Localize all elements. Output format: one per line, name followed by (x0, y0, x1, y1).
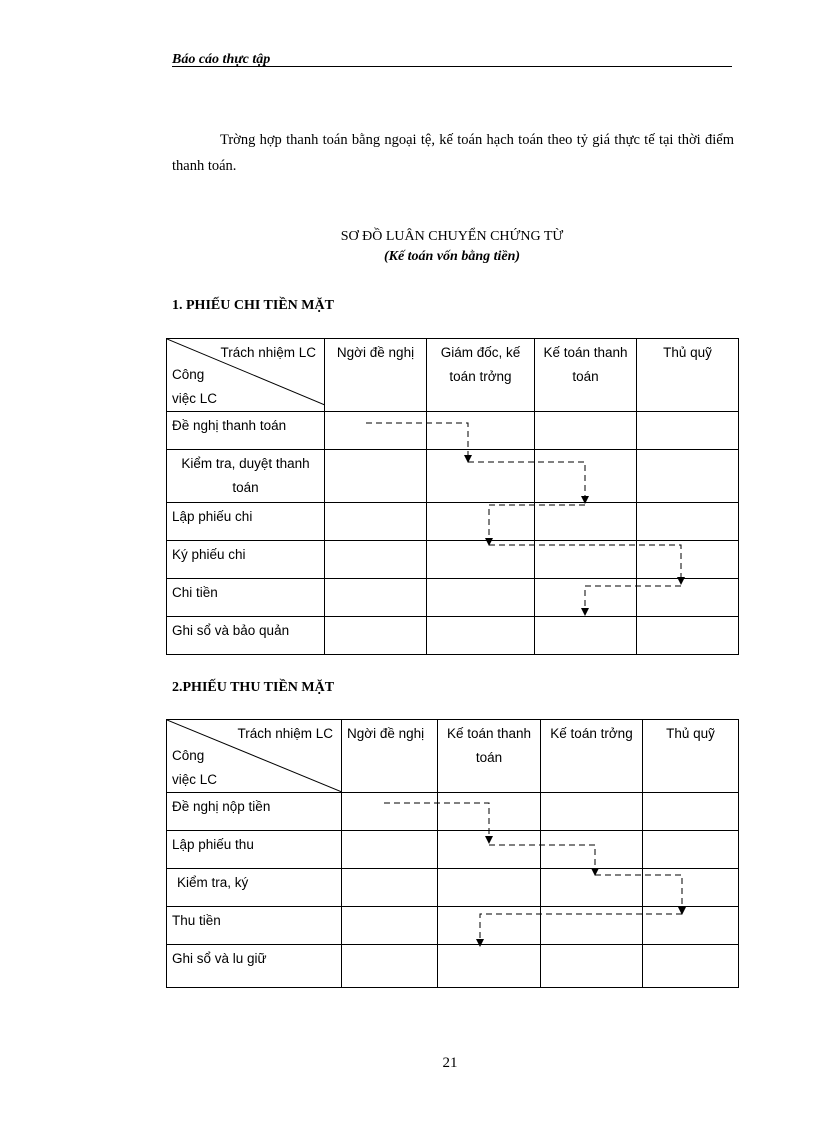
column-header: Thủ quỹ (643, 720, 739, 793)
column-header: Ngời đề nghị (325, 339, 427, 412)
column-header: Thủ quỹ (637, 339, 739, 412)
column-header: Kế toán thanh toán (535, 339, 637, 412)
row-label: Lập phiếu thu (167, 831, 342, 869)
column-header: Kế toán thanh toán (438, 720, 541, 793)
row-label: Kiểm tra, duyệt thanh toán (167, 450, 325, 503)
row-label: Ký phiếu chi (167, 541, 325, 579)
diagram-subtitle: (Kế toán vốn bằng tiền) (383, 249, 521, 264)
section-1-heading: 1. PHIẾU CHI TIỀN MẶT (172, 298, 334, 313)
corner-responsibility-label: Trách nhiệm LC (237, 726, 333, 741)
row-label: Chi tiền (167, 579, 325, 617)
row-label: Thu tiền (167, 907, 342, 945)
row-label: Kiểm tra, ký (167, 869, 342, 907)
column-header: Giám đốc, kế toán trởng (427, 339, 535, 412)
column-header: Ngời đề nghị (342, 720, 438, 793)
table-corner-header (167, 339, 325, 412)
section-2-heading: 2.PHIẾU THU TIỀN MẶT (172, 680, 335, 695)
row-label: Lập phiếu chi (167, 503, 325, 541)
running-header: Báo cáo thực tập (172, 52, 271, 67)
intro-paragraph: Trờng hợp thanh toán bằng ngoại tệ, kế toán hạch toán theo tỷ giá thực tế tại thời điểm thanh toán. (172, 132, 734, 174)
corner-task-label: Công việc LC (172, 748, 218, 787)
header-rule (172, 66, 732, 67)
corner-responsibility-label: Trách nhiệm LC (220, 345, 316, 360)
table-corner-header (167, 720, 342, 793)
row-label: Đề nghị thanh toán (167, 412, 325, 450)
row-label: Ghi sổ và lu giữ (167, 945, 342, 988)
corner-task-label: Công việc LC (172, 367, 218, 406)
column-header: Kế toán trởng (541, 720, 643, 793)
page-number: 21 (442, 1055, 458, 1071)
row-label: Ghi sổ và bảo quản (167, 617, 325, 655)
diagram-title: SƠ ĐỒ LUÂN CHUYỂN CHỨNG TỪ (340, 229, 564, 244)
row-label: Đề nghị nộp tiền (167, 793, 342, 831)
payment-voucher-table (166, 338, 739, 655)
receipt-voucher-table (166, 719, 739, 988)
